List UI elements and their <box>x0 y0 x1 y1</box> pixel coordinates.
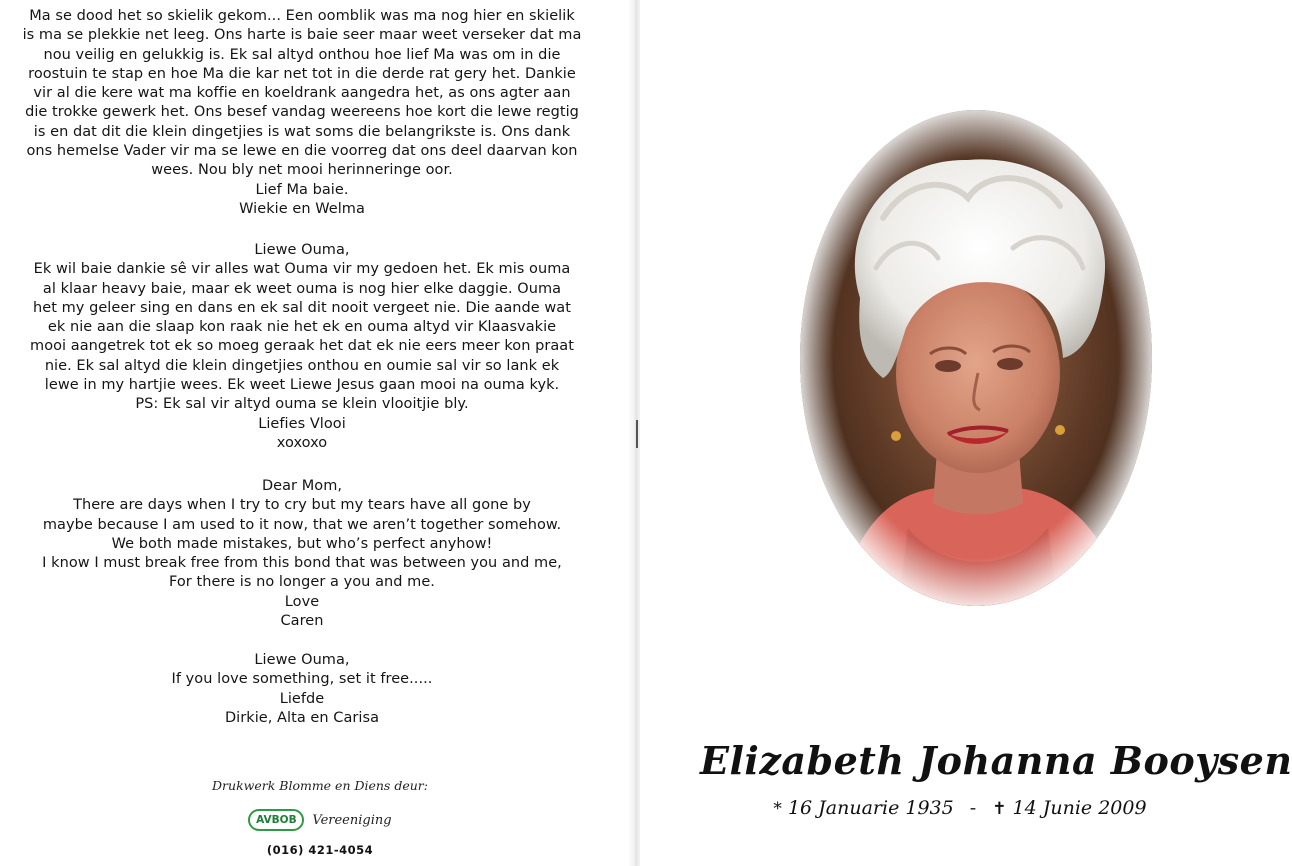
tribute-line: mooi aangetrek tot ek so moeg geraak het dat ek nie eers meer kon praat <box>30 338 574 355</box>
life-dates <box>720 797 1200 819</box>
avbob-logo-icon: AVBOB <box>248 809 304 831</box>
tribute-line: ek nie aan die slaap kon raak nie het ek en ouma altyd vir Klaasvakie <box>47 319 557 336</box>
tribute-line: Love <box>284 593 320 610</box>
death-date: 14 Junie 2009 <box>1012 797 1147 819</box>
tribute-signature: Liefies Vlooi <box>258 415 346 432</box>
tribute-line: ons hemelse Vader vir ma se lewe en die voorreg dat ons deel daarvan kon <box>26 143 578 160</box>
printer-branch: Vereeniging <box>312 812 392 828</box>
tribute-block <box>4 651 600 728</box>
tribute-line: Lief Ma baie. <box>255 181 349 198</box>
tribute-line: We both made mistakes, but who’s perfect anyhow! <box>111 535 493 552</box>
tribute-line: die trokke gewerk het. Ons besef vandag weereens hoe kort die lewe regtig <box>25 104 579 121</box>
tribute-salutation: Liewe Ouma, <box>254 242 350 258</box>
tribute-line: is ma se plekkie net leeg. Ons harte is baie seer maar weet verseker dat ma <box>22 27 582 44</box>
printer-phone: (016) 421-4054 <box>266 843 374 857</box>
tribute-signature: Caren <box>280 613 324 630</box>
tribute-line: lewe in my hartjie wees. Ek weet Liewe Jesus gaan mooi na ouma kyk. <box>44 377 560 394</box>
left-page <box>0 0 620 866</box>
tribute-line: xoxoxo <box>276 434 328 451</box>
tribute-block <box>4 477 600 631</box>
tribute-block <box>4 7 600 219</box>
tribute-line: Ek wil baie dankie sê vir alles wat Ouma vir my gedoen het. Ek mis ouma <box>33 261 571 278</box>
death-cross-icon: ✝ <box>992 799 1007 819</box>
tribute-line: There are days when I try to cry but my tears have all gone by <box>73 497 531 514</box>
date-separator: - <box>969 797 977 819</box>
tribute-line: nou veilig en gelukkig is. Ek sal altyd onthou hoe lief Ma was om in die <box>43 46 561 63</box>
tribute-line: I know I must break free from this bond that was between you and me, <box>42 555 562 572</box>
deceased-name: Elizabeth Johanna Booysen <box>700 738 1292 783</box>
printer-note: Drukwerk Blomme en Diens deur: <box>212 778 428 793</box>
tribute-line: is en dat dit die klein dingetjies is wat soms die belangrikste is. Ons dank <box>33 123 571 140</box>
birth-star-icon: * <box>773 799 782 819</box>
tribute-line: vir al die kere wat ma koffie en koeldrank aangedra het, as ons agter aan <box>33 85 571 102</box>
tribute-line: nie. Ek sal altyd die klein dingetjies onthou en oumie sal vir so lank ek <box>44 357 560 374</box>
tribute-salutation: Liewe Ouma, <box>254 652 350 668</box>
tribute-line: maybe because I am used to it now, that we aren’t together somehow. <box>42 516 562 533</box>
tribute-line: roostuin te stap en hoe Ma die kar net tot in die derde rat gery het. Dankie <box>28 65 576 82</box>
tribute-line: PS: Ek sal vir altyd ouma se klein vlooitjie bly. <box>135 396 469 413</box>
fold-mark <box>636 420 638 448</box>
tribute-signature: Dirkie, Alta en Carisa <box>224 709 380 726</box>
birth-date: 16 Januarie 1935 <box>787 797 954 819</box>
tribute-line: Ma se dood het so skielik gekom... Een oomblik was ma nog hier en skielik <box>29 8 575 24</box>
tribute-signature: Wiekie en Welma <box>239 200 365 217</box>
oval-portrait-photo <box>798 108 1154 608</box>
tribute-line: al klaar heavy baie, maar ek weet ouma is nog hier elke daggie. Ouma <box>42 280 562 297</box>
tribute-salutation: Dear Mom, <box>261 478 343 494</box>
tribute-line: wees. Nou bly net mooi herinneringe oor. <box>151 162 453 179</box>
printer-credit <box>170 778 470 857</box>
tribute-line: For there is no longer a you and me. <box>169 574 435 591</box>
tribute-line: Liefde <box>279 690 325 707</box>
tribute-line: If you love something, set it free..... <box>171 671 433 688</box>
tribute-line: het my geleer sing en dans en ek sal dit nooit vergeet nie. Die aande wat <box>33 299 571 316</box>
tribute-block <box>4 241 600 453</box>
printer-logo-row <box>170 809 470 831</box>
